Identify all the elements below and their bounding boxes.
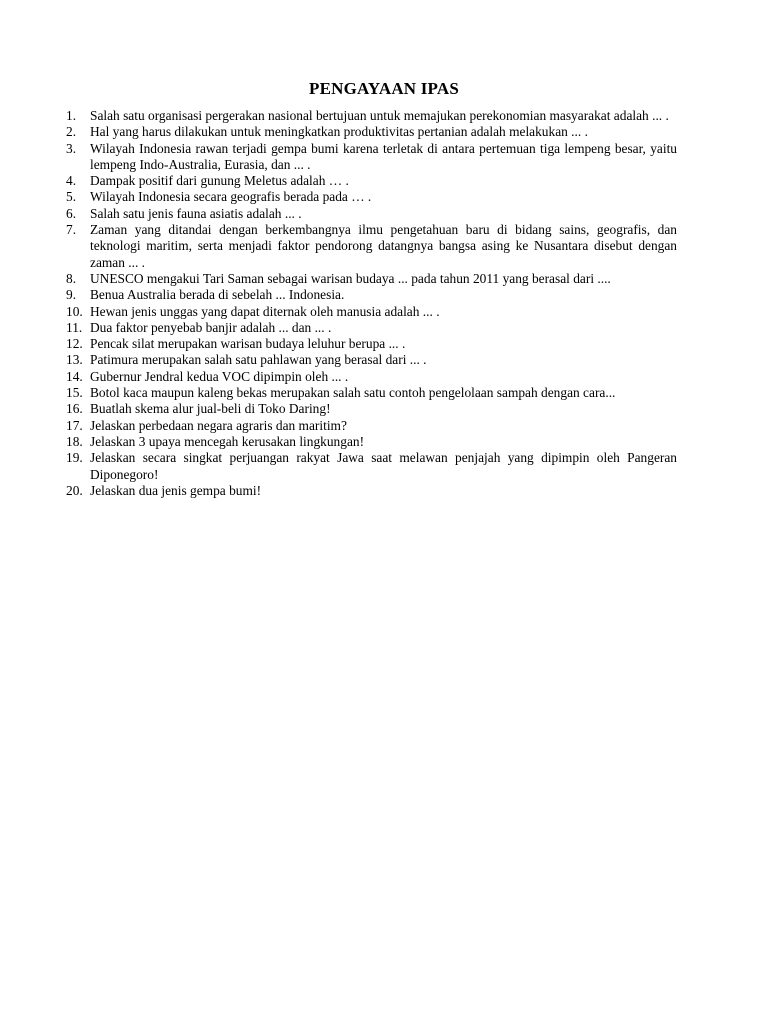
question-number: 11.: [66, 319, 83, 335]
question-text: Botol kaca maupun kaleng bekas merupakan salah satu contoh pengelolaan sampah dengan cara...: [90, 385, 616, 401]
question-text: Dampak positif dari gunung Meletus adalah … .: [90, 173, 349, 189]
question-text: UNESCO mengakui Tari Saman sebagai warisan budaya ... pada tahun 2011 yang berasal dari ....: [90, 270, 611, 286]
question-number: 19.: [66, 450, 83, 466]
question-text: Wilayah Indonesia secara geografis berada pada … .: [90, 189, 372, 205]
question-item: [66, 206, 677, 222]
question-item: [66, 320, 677, 336]
question-text: Wilayah Indonesia rawan terjadi gempa bumi karena terletak di antara pertemuan tiga lempeng besar, yaitu lempeng Indo-Australia, Eurasia, dan ... .: [90, 140, 677, 172]
question-text: Jelaskan perbedaan negara agraris dan maritim?: [90, 417, 347, 433]
question-number: 13.: [66, 352, 83, 368]
question-number: 7.: [66, 222, 77, 238]
question-text: Salah satu jenis fauna asiatis adalah ... .: [90, 205, 302, 221]
question-list: [66, 108, 677, 499]
question-number: 6.: [66, 205, 77, 221]
question-item: [66, 108, 677, 124]
question-item: [66, 352, 677, 368]
question-item: [66, 271, 677, 287]
question-text: Hal yang harus dilakukan untuk meningkatkan produktivitas pertanian adalah melakukan ... .: [90, 124, 588, 140]
question-text: Zaman yang ditandai dengan berkembangnya ilmu pengetahuan baru di bidang sains, geografis, dan teknologi maritim, serta menjadi faktor pendorong datangnya bangsa asing ke Nusantara disebut dengan zaman ... .: [90, 222, 677, 270]
question-item: [66, 369, 677, 385]
question-number: 14.: [66, 368, 83, 384]
question-text: Benua Australia berada di sebelah ... Indonesia.: [90, 287, 345, 303]
question-item: [66, 173, 677, 189]
question-text: Patimura merupakan salah satu pahlawan yang berasal dari ... .: [90, 352, 427, 368]
question-item: [66, 336, 677, 352]
question-item: [66, 401, 677, 417]
question-item: [66, 304, 677, 320]
question-number: 4.: [66, 173, 77, 189]
question-number: 16.: [66, 401, 83, 417]
question-number: 5.: [66, 189, 77, 205]
question-item: [66, 385, 677, 401]
question-text: Jelaskan secara singkat perjuangan rakyat Jawa saat melawan penjajah yang dipimpin oleh Pangeran Diponegoro!: [90, 450, 677, 482]
question-item: [66, 222, 677, 271]
question-text: Hewan jenis unggas yang dapat diternak oleh manusia adalah ... .: [90, 303, 440, 319]
question-number: 8.: [66, 270, 77, 286]
question-number: 2.: [66, 124, 77, 140]
question-number: 17.: [66, 417, 83, 433]
question-number: 12.: [66, 336, 83, 352]
question-item: [66, 287, 677, 303]
document-title: PENGAYAAN IPAS: [308, 79, 459, 98]
question-number: 9.: [66, 287, 77, 303]
question-item: [66, 434, 677, 450]
question-text: Jelaskan dua jenis gempa bumi!: [90, 482, 262, 498]
question-number: 15.: [66, 385, 83, 401]
question-text: Salah satu organisasi pergerakan nasional bertujuan untuk memajukan perekonomian masyarakat adalah ... .: [90, 108, 669, 123]
question-item: [66, 141, 677, 174]
question-item: [66, 483, 677, 499]
question-number: 10.: [66, 303, 83, 319]
question-text: Buatlah skema alur jual-beli di Toko Daring!: [90, 401, 331, 417]
question-text: Gubernur Jendral kedua VOC dipimpin oleh ... .: [90, 368, 349, 384]
question-item: [66, 418, 677, 434]
question-text: Pencak silat merupakan warisan budaya leluhur berupa ... .: [90, 336, 406, 352]
question-text: Jelaskan 3 upaya mencegah kerusakan lingkungan!: [90, 433, 365, 449]
question-text: Dua faktor penyebab banjir adalah ... dan ... .: [90, 319, 332, 335]
question-item: [66, 189, 677, 205]
question-item: [66, 450, 677, 483]
question-number: 3.: [66, 140, 77, 156]
question-item: [66, 124, 677, 140]
question-number: 18.: [66, 433, 83, 449]
question-number: 20.: [66, 482, 83, 498]
question-number: 1.: [66, 108, 77, 123]
